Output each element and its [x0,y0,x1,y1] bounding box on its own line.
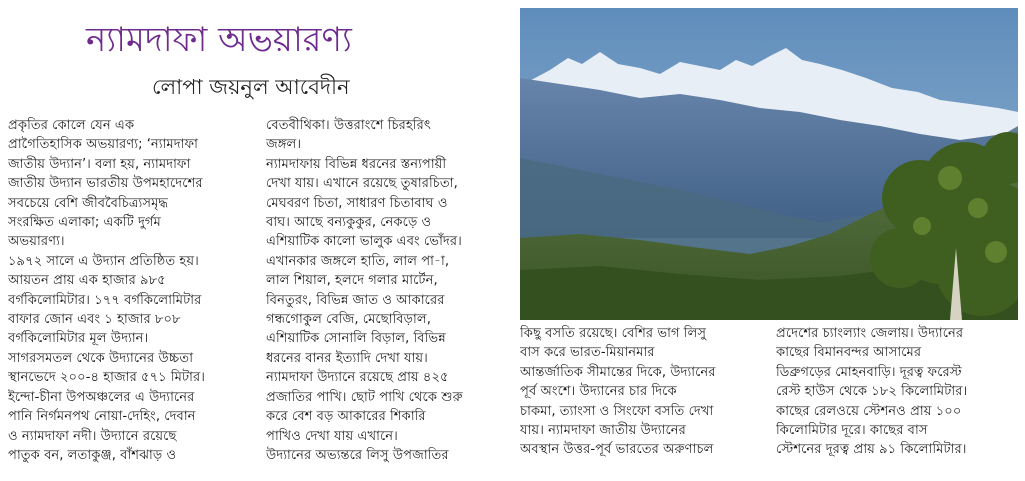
article-text-line: গন্ধগোকুল বেজি, মেছোবিড়াল, [266,312,431,328]
article-text-line: এশিয়াটিক কালো ভালুক এবং ভোঁদর। [266,234,462,250]
article-text-line: কাছের বিমানবন্দর আসামের [776,345,922,361]
article-text-line: অভয়ারণ্য। [8,234,65,250]
article-text-line: জঙ্গল। [266,137,302,153]
article-text-line: চাকমা, ত্যাংসা ও সিংফো বসতি দেখা [520,403,714,419]
article-text-line: করে বেশ বড় আকারের শিকারি [266,409,426,425]
text-column-4 [776,324,1018,460]
article-text-line: পূর্ব অংশে। উদ্যানের চার দিকে [520,384,677,400]
article-text-line: প্রাগৈতিহাসিক অভয়ারণ্য; ‘ন্যামদাফা [8,137,198,153]
article-text-line: ডিব্রুগড়ের মোহনবাড়ি। দূরত্ব ফরেস্ট [776,364,962,380]
article-text-line: বিনতুরং, বিভিন্ন জাত ও আকারের [266,292,445,308]
text-column-1 [8,116,258,465]
article-text-line: বাস করে ভারত-মিয়ানমার [520,345,655,361]
article-text-line: বর্গকিলোমিটার মূল উদ্যান। [8,331,149,347]
article-text-line: কিছু বসতি রয়েছে। বেশির ভাগ লিসু [520,326,707,341]
article-text-line: বাঘ। আছে বন্যকুকুর, নেকড়ে ও [266,215,432,231]
article-text-line: পানি নির্গমনপথ নোয়া-দেহিং, দেবান [8,409,196,425]
article-text-line: স্থানভেদে ২০০-৪ হাজার ৫৭১ মিটার। [8,370,205,386]
article-text-line: লাল শিয়াল, হলদে গলার মার্টেন, [266,273,438,289]
article-text-line: সংরক্ষিত এলাকা; একটি দুর্গম [8,215,161,231]
article-text-line: কাছের রেলওয়ে স্টেশনও প্রায় ১০০ [776,403,962,419]
article-author: লোপা জয়নুল আবেদীন [152,75,350,99]
article-text-line: ১৯৭২ সালে এ উদ্যান প্রতিষ্ঠিত হয়। [8,253,199,269]
article-text-line: ন্যামদাফায় বিভিন্ন ধরনের স্তন্যপায়ী [266,156,447,172]
article-text-line: প্রজাতির পাখি। ছোট পাখি থেকে শুরু [266,389,463,405]
article-text-line: ও ন্যামদাফা নদী। উদ্যানে রয়েছে [8,428,177,444]
article-text-line: যায়। ন্যামদাফা জাতীয় উদ্যানের [520,423,686,439]
text-column-2 [266,116,510,465]
article-title: ন্যামদাফা অভয়ারণ্য [86,20,352,60]
article-text-line: অবস্থান উত্তর-পূর্ব ভারতের অরুণাচল [520,442,714,458]
landscape-photo [520,8,1018,320]
article-text-line: বর্গকিলোমিটার। ১৭৭ বর্গকিলোমিটার [8,292,202,308]
article-text-line: আয়তন প্রায় এক হাজার ৯৮৫ [8,273,166,289]
article-text-line: সবচেয়ে বেশি জীববৈচিত্র্যসমৃদ্ধ [8,195,169,211]
article-text-line: এশিয়াটিক সোনালি বিড়াল, বিভিন্ন [266,331,446,347]
article-text-line: ধরনের বানর ইত্যাদি দেখা যায়। [266,350,428,366]
text-column-3 [520,324,765,460]
article-text-line: মেঘবরণ চিতা, সাধারণ চিতাবাঘ ও [266,195,448,211]
article-text-line: উদ্যানের অভ্যন্তরে লিসু উপজাতির [266,447,449,463]
article-text-line: কিলোমিটার দূরে। কাছের বাস [776,423,928,439]
article-text-line: আন্তর্জাতিক সীমান্তের দিকে, উদ্যানের [520,364,716,380]
article-text-line: পাতুক বন, লতাকুঞ্জ, বাঁশঝাড় ও [8,447,177,463]
article-text-line: বাফার জোন এবং ১ হাজার ৮০৮ [8,312,181,328]
article-text-line: ইন্দো-চীনা উপঅঞ্চলের এ উদ্যানের [8,389,195,405]
article-text-line: এখানকার জঙ্গলে হাতি, লাল পা-া, [266,253,450,269]
article-text-line: পাখিও দেখা যায় এখানে। [266,428,398,444]
article-text-line: দেখা যায়। এখানে রয়েছে তুষারচিতা, [266,176,458,192]
article-text-line: সাগরসমতল থেকে উদ্যানের উচ্চতা [8,350,194,366]
article-text-line: স্টেশনের দূরত্ব প্রায় ৯১ কিলোমিটার। [776,442,967,458]
article-text-line: বেতবীথিকা। উত্তরাংশে চিরহরিৎ [266,118,431,133]
article-text-line: জাতীয় উদ্যান’। বলা হয়, ন্যামদাফা [8,156,191,172]
article-text-line: রেস্ট হাউস থেকে ১৮২ কিলোমিটার। [776,384,968,400]
article-text-line: প্রদেশের চ্যাংল্যাং জেলায়। উদ্যানের [776,326,964,341]
article-text-line: প্রকৃতির কোলে যেন এক [8,118,135,133]
article-text-line: ন্যামদাফা উদ্যানে রয়েছে প্রায় ৪২৫ [266,370,449,386]
article-text-line: জাতীয় উদ্যান ভারতীয় উপমহাদেশের [8,176,203,192]
